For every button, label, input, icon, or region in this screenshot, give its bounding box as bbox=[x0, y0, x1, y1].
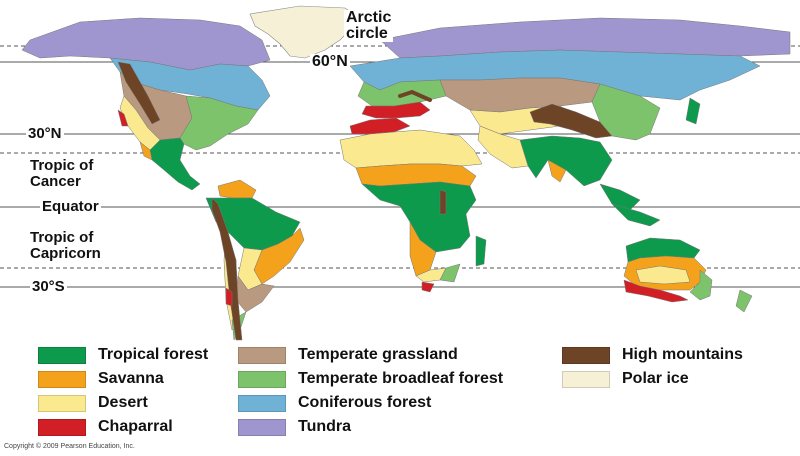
temperate-broadleaf-forest-swatch bbox=[238, 371, 286, 388]
chaparral-swatch bbox=[38, 419, 86, 436]
sixty-n-label: 60°N bbox=[312, 53, 348, 70]
legend-label: Tropical forest bbox=[98, 346, 209, 363]
thirty-n-label: 30°N bbox=[28, 125, 62, 142]
legend-label: Temperate broadleaf forest bbox=[298, 370, 504, 387]
legend-item-chaparral bbox=[38, 417, 173, 437]
legend-item-high-mountains bbox=[562, 345, 743, 365]
temperate-grassland-swatch bbox=[238, 347, 286, 364]
equator-label: Equator bbox=[42, 198, 99, 215]
australia bbox=[612, 204, 752, 312]
legend-item-polar-ice bbox=[562, 369, 689, 389]
legend-item-coniferous-forest bbox=[238, 393, 431, 413]
legend-label: High mountains bbox=[622, 346, 743, 363]
tropical-forest-swatch bbox=[38, 347, 86, 364]
legend-item-temperate-broadleaf-forest bbox=[238, 369, 503, 389]
tropic-cancer-label: Tropic of Cancer bbox=[30, 157, 94, 190]
legend-label: Tundra bbox=[298, 418, 352, 435]
arctic-circle-label: Arctic circle bbox=[346, 9, 392, 42]
legend-item-desert bbox=[38, 393, 148, 413]
legend-item-tropical-forest bbox=[38, 345, 208, 365]
tundra-swatch bbox=[238, 419, 286, 436]
polar-ice-swatch bbox=[562, 371, 610, 388]
copyright-notice: Copyright © 2009 Pearson Education, Inc. bbox=[4, 443, 135, 450]
africa bbox=[340, 118, 486, 292]
tropic-capricorn-label: Tropic of Capricorn bbox=[30, 229, 101, 262]
legend-label: Desert bbox=[98, 394, 148, 411]
desert-swatch bbox=[38, 395, 86, 412]
thirty-s-label: 30°S bbox=[32, 278, 65, 295]
legend-label: Savanna bbox=[98, 370, 164, 387]
legend-item-temperate-grassland bbox=[238, 345, 458, 365]
legend-item-tundra bbox=[238, 417, 351, 437]
south-america bbox=[206, 180, 304, 340]
coniferous-forest-swatch bbox=[238, 395, 286, 412]
high-mountains-swatch bbox=[562, 347, 610, 364]
legend-item-savanna bbox=[38, 369, 164, 389]
legend-label: Coniferous forest bbox=[298, 394, 432, 411]
legend-label: Chaparral bbox=[98, 418, 173, 435]
legend-label: Temperate grassland bbox=[298, 346, 458, 363]
savanna-swatch bbox=[38, 371, 86, 388]
legend-label: Polar ice bbox=[622, 370, 689, 387]
